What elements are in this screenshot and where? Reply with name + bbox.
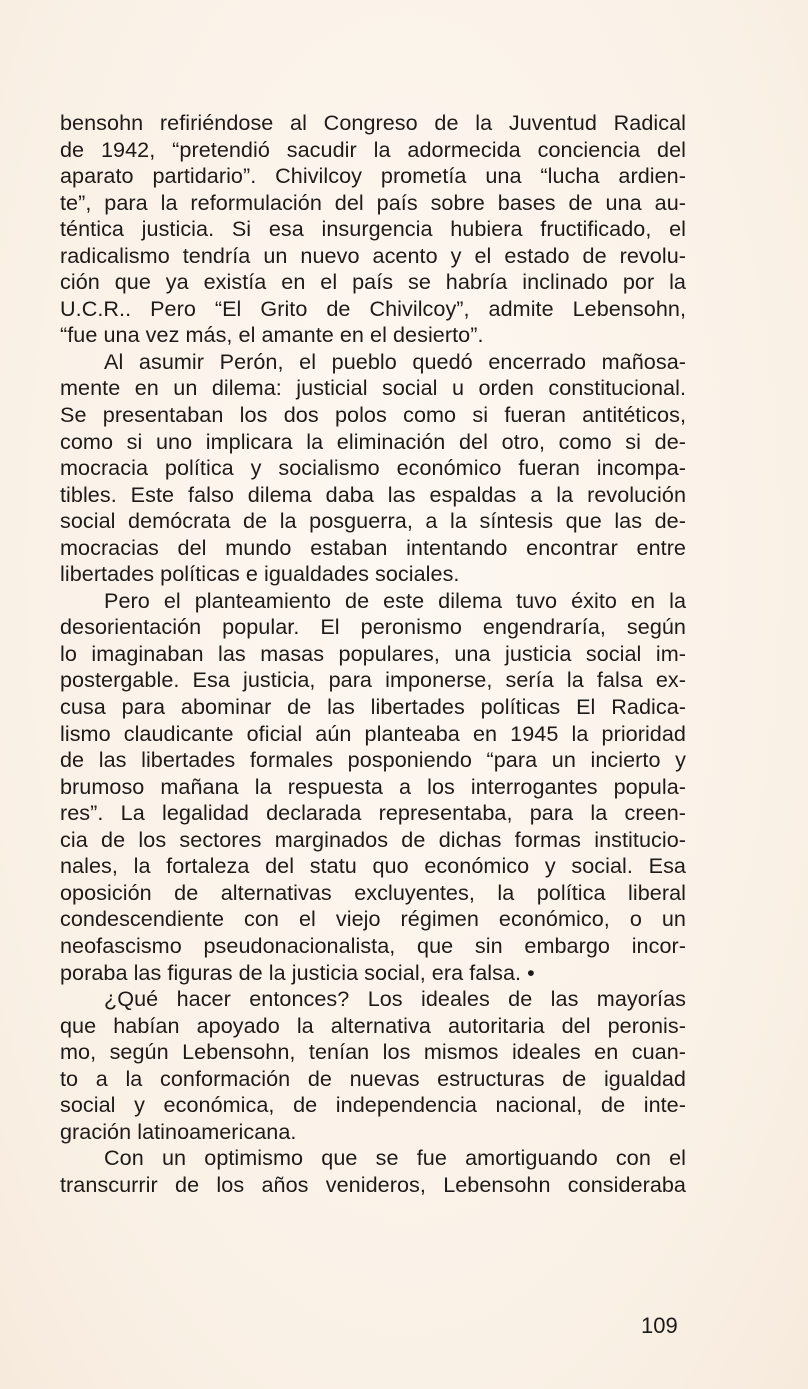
text-line: cia de los sectores marginados de dichas formas institucio-	[60, 826, 686, 852]
text-line: mo, según Lebensohn, tenían los mismos ideales en cuan-	[60, 1039, 686, 1065]
text-line: neofascismo pseudonacionalista, que sin embargo incor-	[60, 932, 686, 958]
text-line: libertades políticas e igualdades sociales.	[60, 561, 460, 587]
text-line: que habían apoyado la alternativa autoritaria del peronis-	[60, 1012, 686, 1038]
text-line: postergable. Esa justicia, para imponerse, sería la falsa ex-	[60, 667, 686, 693]
text-line: radicalismo tendría un nuevo acento y el estado de revolu-	[60, 242, 686, 268]
text-line: poraba las figuras de la justicia social, era falsa. •	[60, 959, 535, 985]
text-line: te”, para la reformulación del país sobre bases de una au-	[60, 189, 686, 215]
text-line: U.C.R.. Pero “El Grito de Chivilcoy”, admite Lebensohn,	[60, 295, 686, 321]
text-line: como si uno implicara la eliminación del otro, como si de-	[60, 428, 686, 454]
text-line: Se presentaban los dos polos como si fueran antitéticos,	[60, 402, 686, 428]
text-line: Al asumir Perón, el pueblo quedó encerrado mañosa-	[104, 348, 686, 374]
text-line: desorientación popular. El peronismo engendraría, según	[60, 614, 686, 640]
text-line: transcurrir de los años venideros, Lebensohn consideraba	[60, 1171, 686, 1197]
text-line: de 1942, “pretendió sacudir la adormecida conciencia del	[60, 136, 686, 162]
text-line: ¿Qué hacer entonces? Los ideales de las mayorías	[104, 986, 686, 1012]
text-line: res”. La legalidad declarada representaba, para la creen-	[60, 800, 686, 826]
text-line: ción que ya existía en el país se habría inclinado por la	[60, 269, 686, 295]
text-line: lismo claudicante oficial aún planteaba en 1945 la prioridad	[60, 720, 686, 746]
text-line: to a la conformación de nuevas estructuras de igualdad	[60, 1065, 686, 1091]
text-line: bensohn refiriéndose al Congreso de la Juventud Radical	[60, 110, 686, 135]
body-text	[60, 110, 686, 1198]
text-line: lo imaginaban las masas populares, una justicia social im-	[60, 640, 686, 666]
text-line: tibles. Este falso dilema daba las espaldas a la revolución	[60, 481, 686, 507]
text-line: oposición de alternativas excluyentes, la política liberal	[60, 879, 686, 905]
text-line: nales, la fortaleza del statu quo económico y social. Esa	[60, 853, 686, 879]
text-line: aparato partidario”. Chivilcoy prometía una “lucha ardien-	[60, 163, 686, 189]
text-line: brumoso mañana la respuesta a los interrogantes popula-	[60, 773, 686, 799]
text-line: mente en un dilema: justicial social u orden constitucional.	[60, 375, 686, 401]
text-line: téntica justicia. Si esa insurgencia hubiera fructificado, el	[60, 216, 686, 242]
text-line: mocracia política y socialismo económico fueran incompa-	[60, 455, 686, 481]
text-line: condescendiente con el viejo régimen económico, o un	[60, 906, 686, 932]
text-line: social demócrata de la posguerra, a la síntesis que las de-	[60, 508, 686, 534]
text-line: “fue una vez más, el amante en el desierto”.	[60, 322, 484, 348]
text-line: social y económica, de independencia nacional, de inte-	[60, 1092, 686, 1118]
text-line: mocracias del mundo estaban intentando encontrar entre	[60, 534, 686, 560]
page-number: 109	[641, 1313, 678, 1338]
text-line: Con un optimismo que se fue amortiguando con el	[104, 1145, 686, 1171]
text-line: cusa para abominar de las libertades políticas El Radica-	[60, 694, 686, 720]
text-line: gración latinoamericana.	[60, 1118, 297, 1144]
text-line: de las libertades formales posponiendo “para un incierto y	[60, 747, 686, 773]
text-line: Pero el planteamiento de este dilema tuvo éxito en la	[104, 587, 686, 613]
